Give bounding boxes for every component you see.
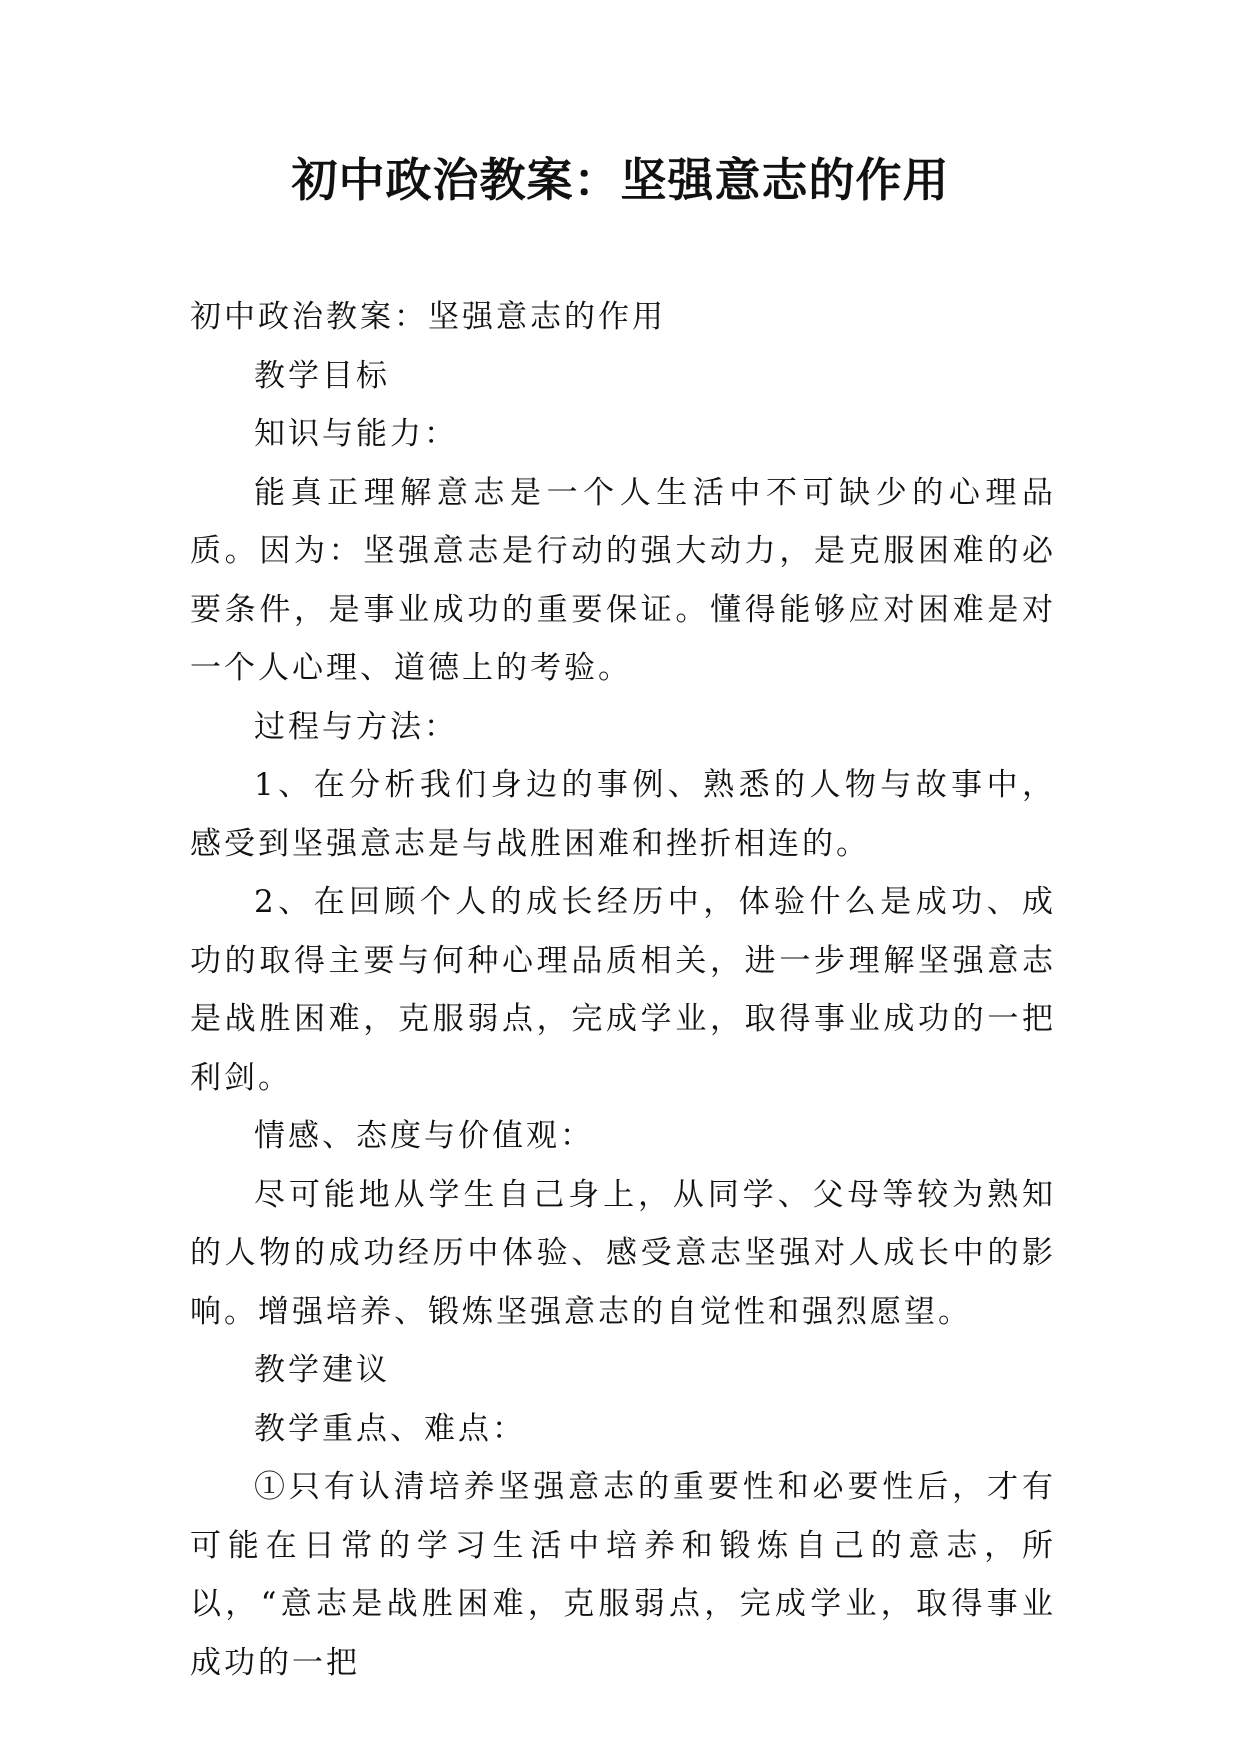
heading-teaching-suggestions: 教学建议 — [254, 1352, 390, 1388]
paragraph-knowledge-ability: 能真正理解意志是一个人生活中不可缺少的心理品质。因为：坚强意志是行动的强大动力，是克服困难的必要条件，是事业成功的重要保证。懂得能够应对困难是对一个人心理、道德上的考验。 — [190, 474, 1056, 686]
heading-emotion-attitude-values: 情感、态度与价值观： — [254, 1118, 594, 1154]
paragraph-process-item-2: 2、在回顾个人的成长经历中，体验什么是成功、成功的取得主要与何种心理品质相关，进一步理解坚强意志是战胜困难，克服弱点，完成学业，取得事业成功的一把利剑。 — [190, 884, 1056, 1096]
heading-process-method: 过程与方法： — [254, 708, 458, 745]
paragraph-emotion-attitude-values: 尽可能地从学生自己身上，从同学、父母等较为熟知的人物的成功经历中体验、感受意志坚强对人成长中的影响。增强培养、锻炼坚强意志的自觉性和强烈愿望。 — [190, 1176, 1056, 1330]
heading-knowledge-ability: 知识与能力： — [254, 416, 458, 452]
paragraph-process-item-1: 1、在分析我们身边的事例、熟悉的人物与故事中，感受到坚强意志是与战胜困难和挫折相连的。 — [190, 767, 1056, 862]
paragraph-key-point-1: ①只有认清培养坚强意志的重要性和必要性后，才有可能在日常的学习生活中培养和锻炼自己的意志，所以，“意志是战胜困难，克服弱点，完成学业，取得事业成功的一把 — [190, 1469, 1056, 1681]
paragraph-lead-title: 初中政治教案：坚强意志的作用 — [190, 299, 666, 335]
heading-teaching-objectives: 教学目标 — [254, 357, 390, 394]
document-body — [190, 288, 1056, 1692]
heading-key-difficult-points: 教学重点、难点： — [254, 1410, 526, 1447]
document-title: 初中政治教案：坚强意志的作用 — [291, 153, 950, 207]
